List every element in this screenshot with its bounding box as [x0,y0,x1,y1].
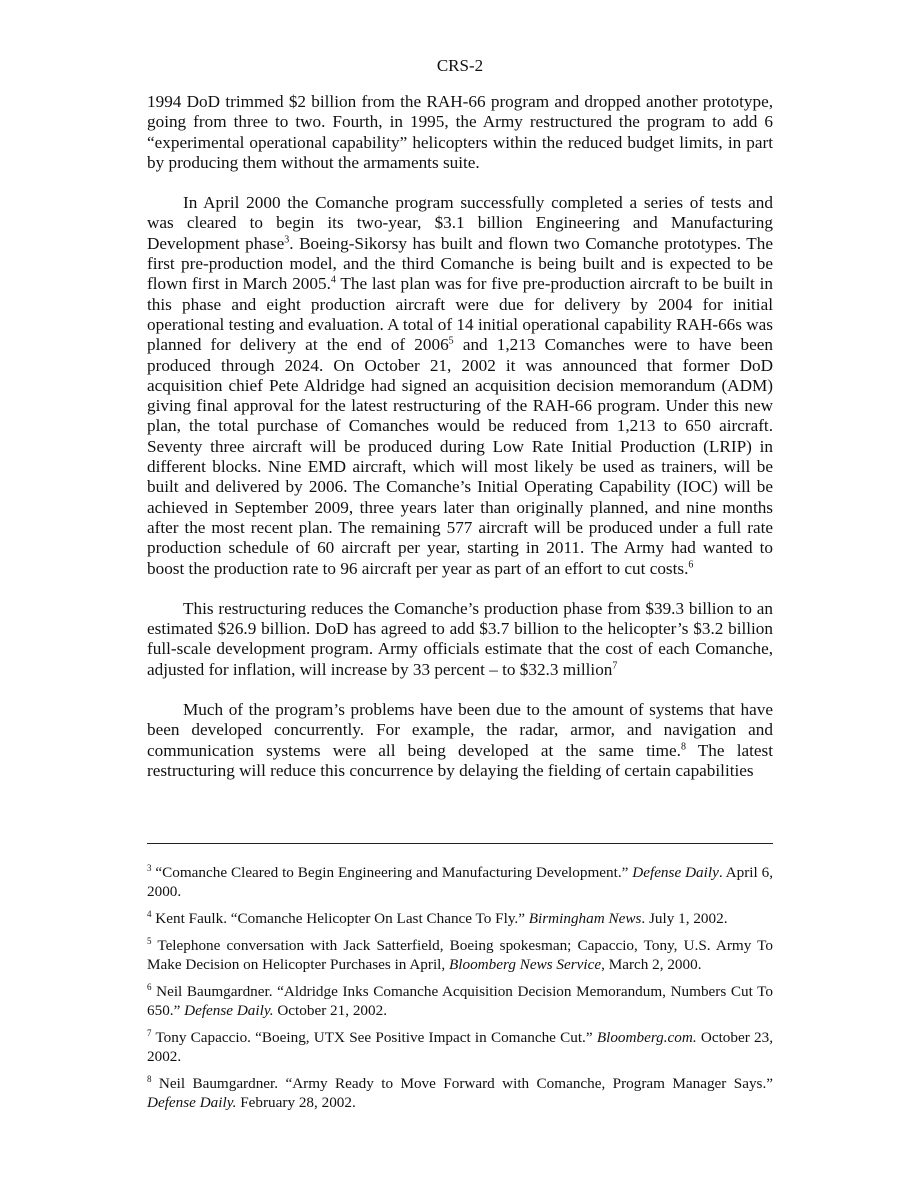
italic-source: Bloomberg.com. [596,1029,697,1046]
footnote [147,936,773,974]
text-run: Kent Faulk. “Comanche Helicopter On Last Chance To Fly.” [151,910,529,927]
footnote-ref: 8 [680,740,686,752]
text-run: Neil Baumgardner. “Aldridge Inks Comanche Acquisition Decision Memorandum, Numbers Cut To 650.” [147,983,773,1019]
text-run: The latest restructuring will reduce this concurrence by delaying the fielding of certain capabilities [147,740,773,780]
footnote-number: 7 [147,1027,152,1038]
footnotes-section [147,863,773,1120]
text-run: . Boeing-Sikorsy has built and flown two Comanche prototypes. The first pre-production model, and the third Comanche is being built and is expected to be flown first in March 2005. [147,233,773,294]
text-run: In April 2000 the Comanche program successfully completed a series of tests and was cleared to begin its two-year, $3.1 billion Engineering and Manufacturing Development phase [147,193,773,253]
italic-source: Defense Daily. [147,1094,237,1111]
footnote-number: 5 [147,935,152,946]
text-run: This restructuring reduces the Comanche’s production phase from $39.3 billion to an estimated $26.9 billion. DoD has agreed to add $3.7 billion to the helicopter’s $3.2 billion full-scale development program. Army officials estimate that the cost of each Comanche, adjusted for inflation, will increase by 33 percent – to $32.3 million [147,598,773,679]
text-run: February 28, 2002. [236,1094,356,1111]
footnote-divider [147,843,773,844]
text-run: and 1,213 Comanches were to have been produced through 2024. On October 21, 2002 it was announced that former DoD acquisition chief Pete Aldridge had signed an acquisition decision memorandum (ADM) giving final approval for the latest restructuring of the RAH-66 program. Under this new plan, the total purchase of Comanches would be reduced from 1,213 to 650 aircraft. Seventy three aircraft will be produced during Low Rate Initial Production (LRIP) in different blocks. Nine EMD aircraft, which will most likely be used as trainers, will be built and delivered by 2006. The Comanche’s Initial Operating Capability (IOC) will be achieved in September 2009, three years later than originally planned, and nine months after the most recent plan. The remaining 577 aircraft will be produced under a full rate production schedule of 60 aircraft per year, starting in 2011. The Army had wanted to boost the production rate to 96 aircraft per year as part of an effort to cut costs. [147,335,773,578]
text-run: . April 6, 2000. [147,864,773,900]
paragraph [147,700,773,781]
text-run: “Comanche Cleared to Begin Engineering and Manufacturing Development.” [151,864,633,881]
text-run: Much of the program’s problems have been due to the amount of systems that have been developed concurrently. For example, the radar, armor, and navigation and communication systems were all being developed at the same time. [147,700,773,760]
text-run: 1994 DoD trimmed $2 billion from the RAH-66 program and dropped another prototype, going from three to two. Fourth, in 1995, the Army restructured the program to add 6 “experimental operational capability” helicopters within the reduced budget limits, in part by producing them without the armaments suite. [147,92,773,172]
text-run: October 21, 2002. [273,1002,388,1019]
italic-source: Defense Daily. [184,1002,274,1019]
body-text [147,92,773,801]
italic-source: Birmingham News [528,910,642,927]
page-number-header: CRS-2 [436,56,484,75]
footnote-ref: 3 [284,234,290,246]
italic-source: Bloomberg News Service [449,956,602,973]
footnote-number: 8 [147,1073,152,1084]
footnote [147,1074,773,1112]
footnote [147,863,773,901]
footnote-number: 6 [147,981,152,992]
text-run: The last plan was for five pre-production aircraft to be built in this phase and eight production aircraft were due for delivery by 2004 for initial operational testing and evaluation. A total of 14 initial operational capability RAH-66s was planned for delivery at the end of 2006 [147,274,774,355]
text-run: , March 2, 2000. [601,956,702,973]
text-run: . July 1, 2002. [641,910,728,927]
footnote [147,1028,773,1066]
footnote-number: 3 [147,862,152,873]
paragraph [147,92,773,173]
footnote-ref: 7 [612,659,618,671]
text-run: October 23, 2002. [147,1029,773,1065]
text-run: Neil Baumgardner. “Army Ready to Move Forward with Comanche, Program Manager Says.” [151,1075,773,1092]
paragraph [147,599,773,680]
text-run: Tony Capaccio. “Boeing, UTX See Positive Impact in Comanche Cut.” [151,1029,597,1046]
footnote [147,909,773,928]
text-run: Telephone conversation with Jack Satterfield, Boeing spokesman; Capaccio, Tony, U.S. Army To Make Decision on Helicopter Purchases in April, [147,937,773,973]
footnote [147,982,773,1020]
footnote-ref: 4 [330,274,336,286]
footnote-ref: 6 [688,558,694,570]
footnote-number: 4 [147,908,152,919]
italic-source: Defense Daily [632,864,719,881]
paragraph [147,193,773,579]
footnote-ref: 5 [448,335,454,347]
